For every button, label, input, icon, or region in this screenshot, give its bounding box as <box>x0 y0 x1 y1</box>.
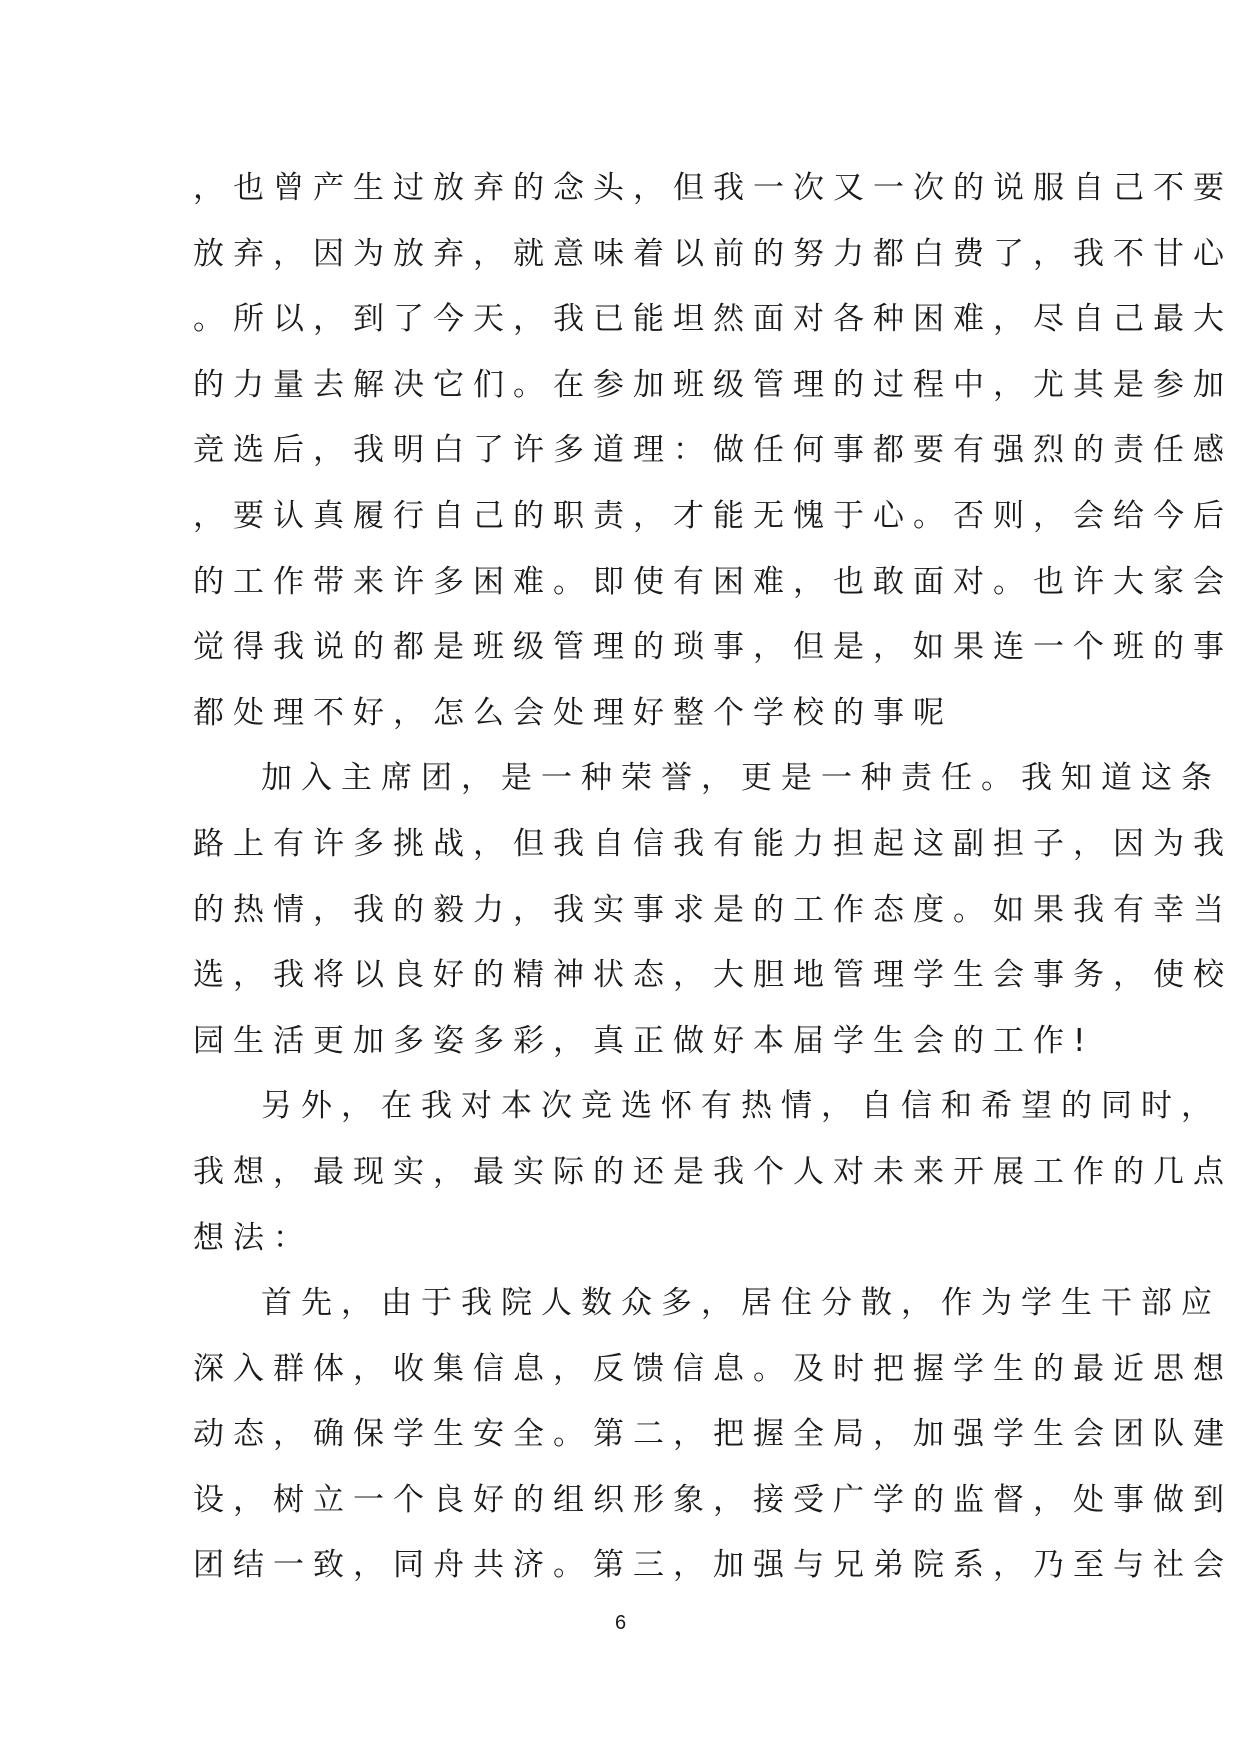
text-line: 想法： <box>193 1219 313 1256</box>
text-line: 竞选后，我明白了许多道理：做任何事都要有强烈的责任感 <box>193 432 1233 469</box>
text-line: 团结一致，同舟共济。第三，加强与兄弟院系，乃至与社会 <box>193 1547 1233 1584</box>
text-line: 动态，确保学生安全。第二，把握全局，加强学生会团队建 <box>193 1416 1233 1453</box>
text-line: 的工作带来许多困难。即使有困难，也敢面对。也许大家会 <box>193 563 1233 600</box>
text-line: 。所以，到了今天，我已能坦然面对各种困难，尽自己最大 <box>193 301 1233 338</box>
text-line: 放弃，因为放弃，就意味着以前的努力都白费了，我不甘心 <box>193 235 1233 272</box>
text-line: ，要认真履行自己的职责，才能无愧于心。否则，会给今后 <box>193 497 1233 534</box>
text-line: 选，我将以良好的精神状态，大胆地管理学生会事务，使校 <box>193 957 1233 994</box>
text-line: 路上有许多挑战，但我自信我有能力担起这副担子，因为我 <box>193 825 1233 862</box>
text-line: 的力量去解决它们。在参加班级管理的过程中，尤其是参加 <box>193 366 1233 403</box>
paragraph-first-line: 加入主席团，是一种荣誉，更是一种责任。我知道这条 <box>261 760 1221 797</box>
text-line: 我想，最现实，最实际的还是我个人对未来开展工作的几点 <box>193 1153 1233 1190</box>
text-line: 深入群体，收集信息，反馈信息。及时把握学生的最近思想 <box>193 1350 1233 1387</box>
text-line: 设，树立一个良好的组织形象，接受广学的监督，处事做到 <box>193 1481 1233 1518</box>
text-line: 的热情，我的毅力，我实事求是的工作态度。如果我有幸当 <box>193 891 1233 928</box>
text-line: 觉得我说的都是班级管理的琐事，但是，如果连一个班的事 <box>193 629 1233 666</box>
body-text <box>193 156 1233 1599</box>
page-number: 6 <box>614 1612 627 1634</box>
paragraph-first-line: 首先，由于我院人数众多，居住分散，作为学生干部应 <box>261 1285 1221 1322</box>
text-line: 都处理不好，怎么会处理好整个学校的事呢 <box>193 694 953 731</box>
paragraph-first-line: 另外，在我对本次竞选怀有热情，自信和希望的同时， <box>261 1088 1221 1125</box>
text-line: 园生活更加多姿多彩，真正做好本届学生会的工作! <box>193 1022 1095 1059</box>
text-line: ，也曾产生过放弃的念头，但我一次又一次的说服自己不要 <box>193 170 1233 206</box>
